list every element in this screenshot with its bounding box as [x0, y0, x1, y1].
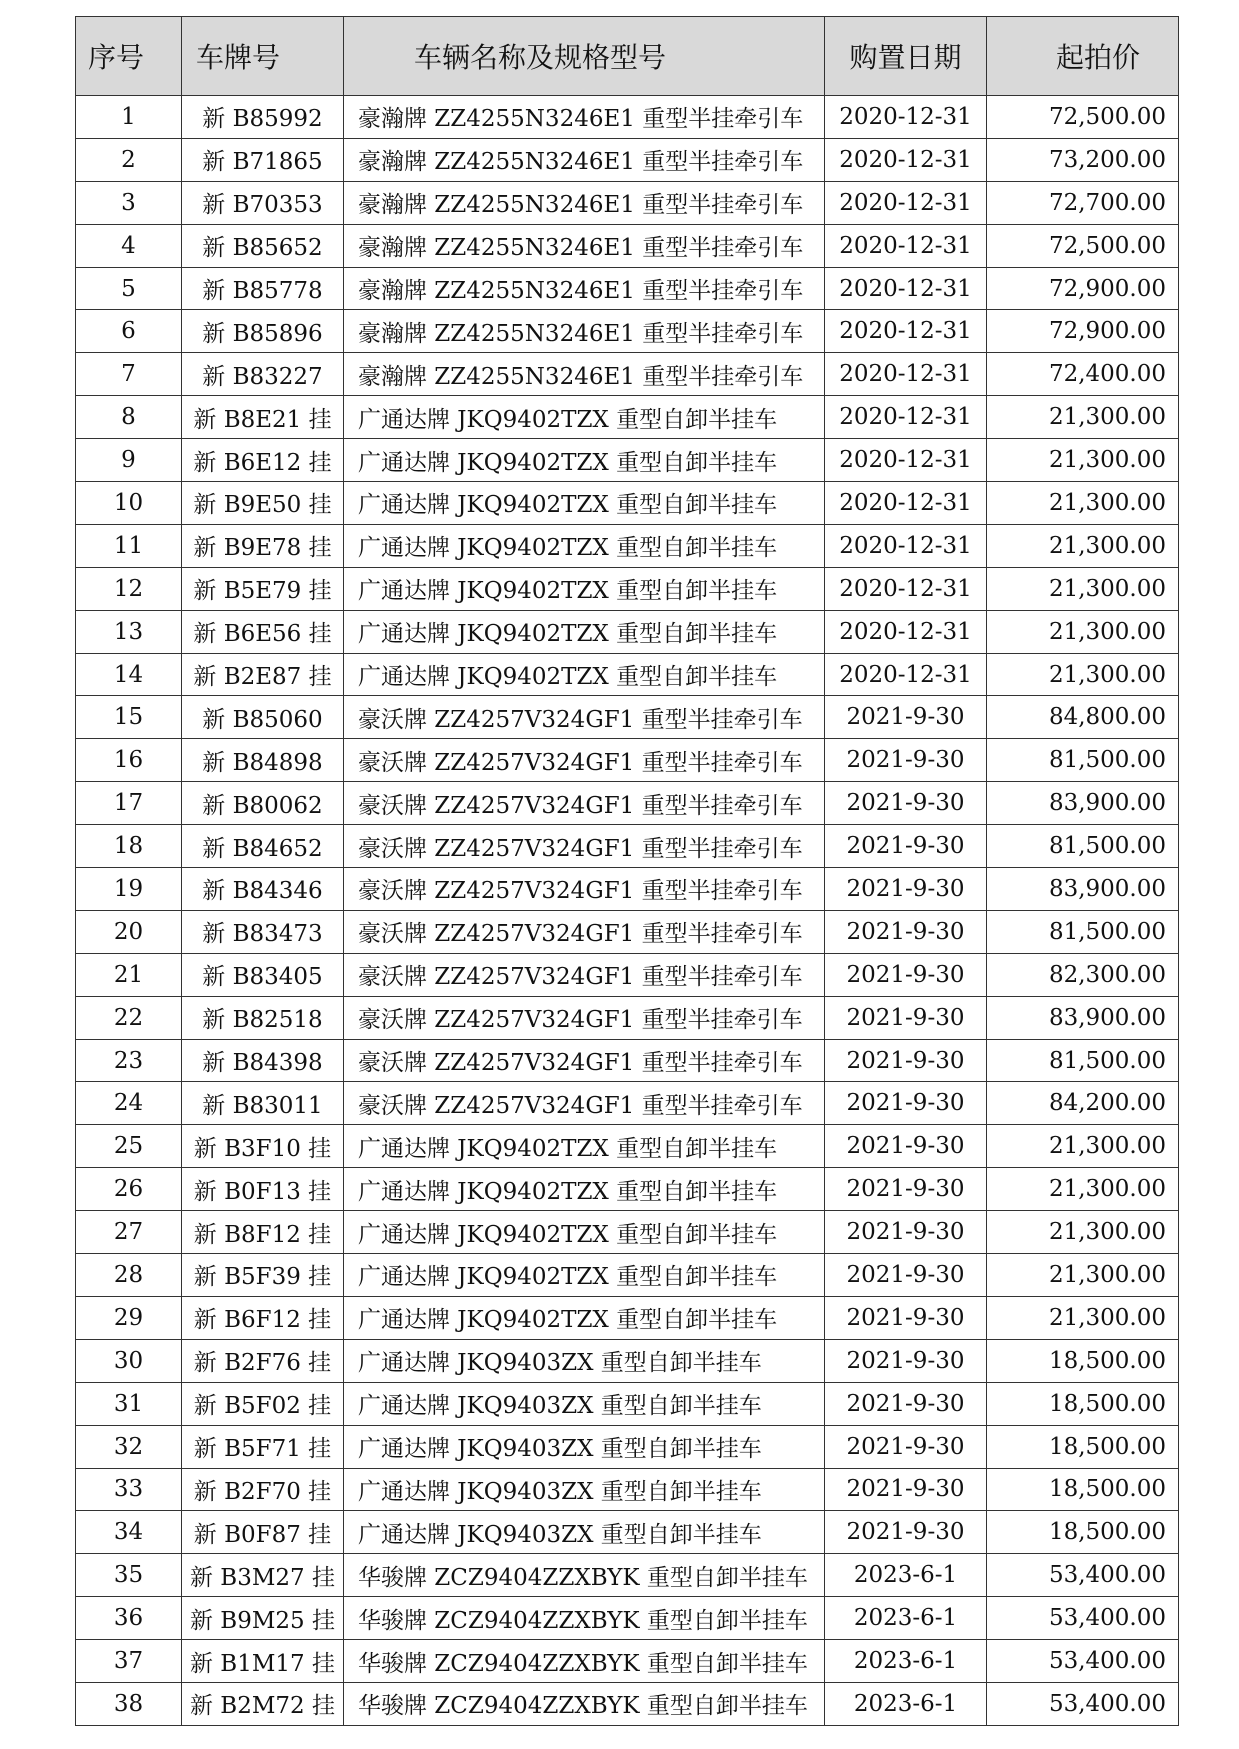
row-starting-price: 72,900.00	[987, 267, 1179, 310]
table-row	[76, 224, 1179, 267]
row-starting-price: 72,700.00	[987, 181, 1179, 224]
table-row	[76, 782, 1179, 825]
row-purchase-date: 2020-12-31	[825, 610, 987, 653]
row-starting-price: 21,300.00	[987, 1168, 1179, 1211]
table-row	[76, 353, 1179, 396]
row-starting-price: 81,500.00	[987, 739, 1179, 782]
table-row	[76, 439, 1179, 482]
row-vehicle-name: 豪沃牌 ZZ4257V324GF1 重型半挂牵引车	[344, 782, 825, 825]
table-row	[76, 138, 1179, 181]
row-starting-price: 21,300.00	[987, 1125, 1179, 1168]
header-seq: 序号	[76, 17, 182, 96]
row-seq: 31	[76, 1382, 182, 1425]
row-purchase-date: 2020-12-31	[825, 96, 987, 139]
row-plate: 新 B0F87 挂	[182, 1511, 344, 1554]
row-vehicle-name: 广通达牌 JKQ9403ZX 重型自卸半挂车	[344, 1511, 825, 1554]
row-starting-price: 72,500.00	[987, 224, 1179, 267]
row-seq: 30	[76, 1339, 182, 1382]
table-row	[76, 1039, 1179, 1082]
row-seq: 2	[76, 138, 182, 181]
row-plate: 新 B85652	[182, 224, 344, 267]
row-starting-price: 53,400.00	[987, 1640, 1179, 1683]
row-vehicle-name: 豪瀚牌 ZZ4255N3246E1 重型半挂牵引车	[344, 224, 825, 267]
table-row	[76, 1168, 1179, 1211]
row-vehicle-name: 广通达牌 JKQ9402TZX 重型自卸半挂车	[344, 1125, 825, 1168]
row-plate: 新 B70353	[182, 181, 344, 224]
row-starting-price: 83,900.00	[987, 996, 1179, 1039]
row-vehicle-name: 广通达牌 JKQ9402TZX 重型自卸半挂车	[344, 610, 825, 653]
row-seq: 19	[76, 868, 182, 911]
row-starting-price: 72,900.00	[987, 310, 1179, 353]
row-seq: 13	[76, 610, 182, 653]
row-purchase-date: 2023-6-1	[825, 1682, 987, 1725]
row-starting-price: 53,400.00	[987, 1554, 1179, 1597]
row-seq: 29	[76, 1296, 182, 1339]
row-purchase-date: 2020-12-31	[825, 524, 987, 567]
table-row	[76, 1125, 1179, 1168]
row-seq: 37	[76, 1640, 182, 1683]
row-vehicle-name: 豪瀚牌 ZZ4255N3246E1 重型半挂牵引车	[344, 310, 825, 353]
row-purchase-date: 2023-6-1	[825, 1597, 987, 1640]
row-seq: 4	[76, 224, 182, 267]
row-plate: 新 B9E78 挂	[182, 524, 344, 567]
table-row	[76, 1339, 1179, 1382]
row-purchase-date: 2021-9-30	[825, 910, 987, 953]
row-vehicle-name: 广通达牌 JKQ9402TZX 重型自卸半挂车	[344, 524, 825, 567]
row-purchase-date: 2021-9-30	[825, 739, 987, 782]
table-row	[76, 482, 1179, 525]
row-seq: 32	[76, 1425, 182, 1468]
row-vehicle-name: 广通达牌 JKQ9402TZX 重型自卸半挂车	[344, 1296, 825, 1339]
table-row	[76, 996, 1179, 1039]
row-seq: 36	[76, 1597, 182, 1640]
row-purchase-date: 2021-9-30	[825, 1211, 987, 1254]
table-row	[76, 1211, 1179, 1254]
row-starting-price: 72,400.00	[987, 353, 1179, 396]
row-seq: 28	[76, 1254, 182, 1297]
row-vehicle-name: 广通达牌 JKQ9403ZX 重型自卸半挂车	[344, 1425, 825, 1468]
row-starting-price: 18,500.00	[987, 1339, 1179, 1382]
row-plate: 新 B80062	[182, 782, 344, 825]
row-vehicle-name: 豪沃牌 ZZ4257V324GF1 重型半挂牵引车	[344, 1039, 825, 1082]
row-vehicle-name: 豪沃牌 ZZ4257V324GF1 重型半挂牵引车	[344, 1082, 825, 1125]
row-starting-price: 83,900.00	[987, 782, 1179, 825]
row-purchase-date: 2021-9-30	[825, 1168, 987, 1211]
row-plate: 新 B82518	[182, 996, 344, 1039]
table-row	[76, 181, 1179, 224]
row-vehicle-name: 广通达牌 JKQ9402TZX 重型自卸半挂车	[344, 439, 825, 482]
row-seq: 22	[76, 996, 182, 1039]
table-row	[76, 1296, 1179, 1339]
row-vehicle-name: 广通达牌 JKQ9402TZX 重型自卸半挂车	[344, 1168, 825, 1211]
row-plate: 新 B83473	[182, 910, 344, 953]
row-vehicle-name: 广通达牌 JKQ9402TZX 重型自卸半挂车	[344, 1211, 825, 1254]
row-starting-price: 21,300.00	[987, 439, 1179, 482]
row-starting-price: 21,300.00	[987, 482, 1179, 525]
row-seq: 10	[76, 482, 182, 525]
row-plate: 新 B84652	[182, 825, 344, 868]
table-row	[76, 96, 1179, 139]
table-row	[76, 1554, 1179, 1597]
table-row	[76, 825, 1179, 868]
header-row	[76, 17, 1179, 96]
row-vehicle-name: 广通达牌 JKQ9403ZX 重型自卸半挂车	[344, 1339, 825, 1382]
row-vehicle-name: 广通达牌 JKQ9402TZX 重型自卸半挂车	[344, 1254, 825, 1297]
row-plate: 新 B85060	[182, 696, 344, 739]
row-purchase-date: 2020-12-31	[825, 353, 987, 396]
row-seq: 25	[76, 1125, 182, 1168]
row-vehicle-name: 豪瀚牌 ZZ4255N3246E1 重型半挂牵引车	[344, 353, 825, 396]
table-row	[76, 739, 1179, 782]
table-row	[76, 1597, 1179, 1640]
row-plate: 新 B85778	[182, 267, 344, 310]
row-plate: 新 B71865	[182, 138, 344, 181]
row-plate: 新 B83011	[182, 1082, 344, 1125]
row-starting-price: 21,300.00	[987, 1211, 1179, 1254]
row-seq: 6	[76, 310, 182, 353]
row-vehicle-name: 豪沃牌 ZZ4257V324GF1 重型半挂牵引车	[344, 910, 825, 953]
row-purchase-date: 2020-12-31	[825, 181, 987, 224]
row-plate: 新 B84346	[182, 868, 344, 911]
row-purchase-date: 2021-9-30	[825, 825, 987, 868]
row-vehicle-name: 广通达牌 JKQ9402TZX 重型自卸半挂车	[344, 567, 825, 610]
row-purchase-date: 2020-12-31	[825, 138, 987, 181]
row-vehicle-name: 广通达牌 JKQ9403ZX 重型自卸半挂车	[344, 1382, 825, 1425]
row-plate: 新 B84898	[182, 739, 344, 782]
row-purchase-date: 2021-9-30	[825, 1296, 987, 1339]
row-starting-price: 84,200.00	[987, 1082, 1179, 1125]
row-starting-price: 81,500.00	[987, 910, 1179, 953]
row-plate: 新 B2F70 挂	[182, 1468, 344, 1511]
row-purchase-date: 2020-12-31	[825, 439, 987, 482]
table-row	[76, 1640, 1179, 1683]
row-plate: 新 B5F71 挂	[182, 1425, 344, 1468]
row-purchase-date: 2021-9-30	[825, 868, 987, 911]
row-starting-price: 21,300.00	[987, 653, 1179, 696]
row-starting-price: 21,300.00	[987, 396, 1179, 439]
row-starting-price: 72,500.00	[987, 96, 1179, 139]
row-plate: 新 B3F10 挂	[182, 1125, 344, 1168]
row-vehicle-name: 广通达牌 JKQ9402TZX 重型自卸半挂车	[344, 653, 825, 696]
table-row	[76, 1511, 1179, 1554]
header-starting-price: 起拍价	[987, 17, 1179, 96]
row-plate: 新 B2M72 挂	[182, 1682, 344, 1725]
row-seq: 1	[76, 96, 182, 139]
row-starting-price: 21,300.00	[987, 1254, 1179, 1297]
row-seq: 18	[76, 825, 182, 868]
row-purchase-date: 2021-9-30	[825, 1254, 987, 1297]
row-plate: 新 B85896	[182, 310, 344, 353]
row-starting-price: 21,300.00	[987, 524, 1179, 567]
row-purchase-date: 2020-12-31	[825, 567, 987, 610]
row-purchase-date: 2021-9-30	[825, 782, 987, 825]
row-plate: 新 B0F13 挂	[182, 1168, 344, 1211]
row-seq: 20	[76, 910, 182, 953]
row-purchase-date: 2021-9-30	[825, 1125, 987, 1168]
row-starting-price: 84,800.00	[987, 696, 1179, 739]
header-plate: 车牌号	[182, 17, 344, 96]
row-starting-price: 82,300.00	[987, 953, 1179, 996]
table-body	[76, 96, 1179, 1726]
row-seq: 8	[76, 396, 182, 439]
table-row	[76, 1382, 1179, 1425]
row-purchase-date: 2020-12-31	[825, 653, 987, 696]
row-starting-price: 83,900.00	[987, 868, 1179, 911]
row-starting-price: 18,500.00	[987, 1425, 1179, 1468]
table-header	[76, 17, 1179, 96]
row-plate: 新 B9E50 挂	[182, 482, 344, 525]
row-purchase-date: 2021-9-30	[825, 1039, 987, 1082]
row-purchase-date: 2021-9-30	[825, 1425, 987, 1468]
table-row	[76, 910, 1179, 953]
row-vehicle-name: 豪沃牌 ZZ4257V324GF1 重型半挂牵引车	[344, 696, 825, 739]
row-vehicle-name: 豪瀚牌 ZZ4255N3246E1 重型半挂牵引车	[344, 267, 825, 310]
row-vehicle-name: 豪沃牌 ZZ4257V324GF1 重型半挂牵引车	[344, 953, 825, 996]
row-vehicle-name: 广通达牌 JKQ9402TZX 重型自卸半挂车	[344, 396, 825, 439]
row-plate: 新 B83227	[182, 353, 344, 396]
row-purchase-date: 2021-9-30	[825, 1082, 987, 1125]
row-starting-price: 81,500.00	[987, 1039, 1179, 1082]
row-seq: 17	[76, 782, 182, 825]
row-purchase-date: 2021-9-30	[825, 1382, 987, 1425]
row-purchase-date: 2023-6-1	[825, 1554, 987, 1597]
row-seq: 12	[76, 567, 182, 610]
row-starting-price: 53,400.00	[987, 1597, 1179, 1640]
row-plate: 新 B8F12 挂	[182, 1211, 344, 1254]
row-purchase-date: 2021-9-30	[825, 1511, 987, 1554]
row-starting-price: 18,500.00	[987, 1468, 1179, 1511]
row-plate: 新 B6F12 挂	[182, 1296, 344, 1339]
row-seq: 16	[76, 739, 182, 782]
row-seq: 27	[76, 1211, 182, 1254]
row-seq: 23	[76, 1039, 182, 1082]
row-vehicle-name: 华骏牌 ZCZ9404ZZXBYK 重型自卸半挂车	[344, 1682, 825, 1725]
row-seq: 33	[76, 1468, 182, 1511]
row-seq: 14	[76, 653, 182, 696]
row-starting-price: 18,500.00	[987, 1511, 1179, 1554]
table-row	[76, 396, 1179, 439]
row-plate: 新 B85992	[182, 96, 344, 139]
row-plate: 新 B5E79 挂	[182, 567, 344, 610]
row-plate: 新 B9M25 挂	[182, 1597, 344, 1640]
row-plate: 新 B5F39 挂	[182, 1254, 344, 1297]
row-purchase-date: 2021-9-30	[825, 1339, 987, 1382]
header-purchase-date: 购置日期	[825, 17, 987, 96]
table-row	[76, 653, 1179, 696]
row-vehicle-name: 豪沃牌 ZZ4257V324GF1 重型半挂牵引车	[344, 996, 825, 1039]
row-vehicle-name: 豪瀚牌 ZZ4255N3246E1 重型半挂牵引车	[344, 96, 825, 139]
row-vehicle-name: 华骏牌 ZCZ9404ZZXBYK 重型自卸半挂车	[344, 1597, 825, 1640]
row-plate: 新 B84398	[182, 1039, 344, 1082]
table-row	[76, 567, 1179, 610]
row-purchase-date: 2021-9-30	[825, 696, 987, 739]
row-purchase-date: 2021-9-30	[825, 996, 987, 1039]
table-row	[76, 524, 1179, 567]
row-plate: 新 B2E87 挂	[182, 653, 344, 696]
row-seq: 3	[76, 181, 182, 224]
table-row	[76, 310, 1179, 353]
row-vehicle-name: 广通达牌 JKQ9402TZX 重型自卸半挂车	[344, 482, 825, 525]
row-vehicle-name: 华骏牌 ZCZ9404ZZXBYK 重型自卸半挂车	[344, 1640, 825, 1683]
row-plate: 新 B8E21 挂	[182, 396, 344, 439]
row-starting-price: 21,300.00	[987, 610, 1179, 653]
table-row	[76, 1682, 1179, 1725]
row-seq: 26	[76, 1168, 182, 1211]
row-vehicle-name: 豪沃牌 ZZ4257V324GF1 重型半挂牵引车	[344, 825, 825, 868]
row-seq: 5	[76, 267, 182, 310]
row-starting-price: 21,300.00	[987, 567, 1179, 610]
row-starting-price: 21,300.00	[987, 1296, 1179, 1339]
table-row	[76, 953, 1179, 996]
row-purchase-date: 2020-12-31	[825, 267, 987, 310]
table-row	[76, 267, 1179, 310]
row-seq: 9	[76, 439, 182, 482]
row-seq: 38	[76, 1682, 182, 1725]
row-seq: 11	[76, 524, 182, 567]
table-row	[76, 610, 1179, 653]
table-row	[76, 696, 1179, 739]
table-row	[76, 1254, 1179, 1297]
row-vehicle-name: 华骏牌 ZCZ9404ZZXBYK 重型自卸半挂车	[344, 1554, 825, 1597]
row-purchase-date: 2020-12-31	[825, 482, 987, 525]
table-row	[76, 868, 1179, 911]
row-seq: 21	[76, 953, 182, 996]
row-vehicle-name: 豪沃牌 ZZ4257V324GF1 重型半挂牵引车	[344, 868, 825, 911]
table-row	[76, 1082, 1179, 1125]
row-seq: 34	[76, 1511, 182, 1554]
row-plate: 新 B5F02 挂	[182, 1382, 344, 1425]
row-vehicle-name: 广通达牌 JKQ9403ZX 重型自卸半挂车	[344, 1468, 825, 1511]
row-plate: 新 B6E12 挂	[182, 439, 344, 482]
row-starting-price: 18,500.00	[987, 1382, 1179, 1425]
row-seq: 7	[76, 353, 182, 396]
row-plate: 新 B2F76 挂	[182, 1339, 344, 1382]
row-seq: 35	[76, 1554, 182, 1597]
row-plate: 新 B3M27 挂	[182, 1554, 344, 1597]
row-purchase-date: 2021-9-30	[825, 953, 987, 996]
vehicle-auction-table	[75, 16, 1179, 1726]
table-row	[76, 1425, 1179, 1468]
header-vehicle-name: 车辆名称及规格型号	[344, 17, 825, 96]
row-starting-price: 73,200.00	[987, 138, 1179, 181]
row-vehicle-name: 豪瀚牌 ZZ4255N3246E1 重型半挂牵引车	[344, 181, 825, 224]
table-row	[76, 1468, 1179, 1511]
row-seq: 24	[76, 1082, 182, 1125]
row-purchase-date: 2020-12-31	[825, 310, 987, 353]
row-purchase-date: 2020-12-31	[825, 396, 987, 439]
row-starting-price: 81,500.00	[987, 825, 1179, 868]
row-starting-price: 53,400.00	[987, 1682, 1179, 1725]
row-seq: 15	[76, 696, 182, 739]
row-plate: 新 B83405	[182, 953, 344, 996]
row-purchase-date: 2023-6-1	[825, 1640, 987, 1683]
row-vehicle-name: 豪瀚牌 ZZ4255N3246E1 重型半挂牵引车	[344, 138, 825, 181]
row-purchase-date: 2020-12-31	[825, 224, 987, 267]
row-vehicle-name: 豪沃牌 ZZ4257V324GF1 重型半挂牵引车	[344, 739, 825, 782]
row-plate: 新 B1M17 挂	[182, 1640, 344, 1683]
row-purchase-date: 2021-9-30	[825, 1468, 987, 1511]
row-plate: 新 B6E56 挂	[182, 610, 344, 653]
